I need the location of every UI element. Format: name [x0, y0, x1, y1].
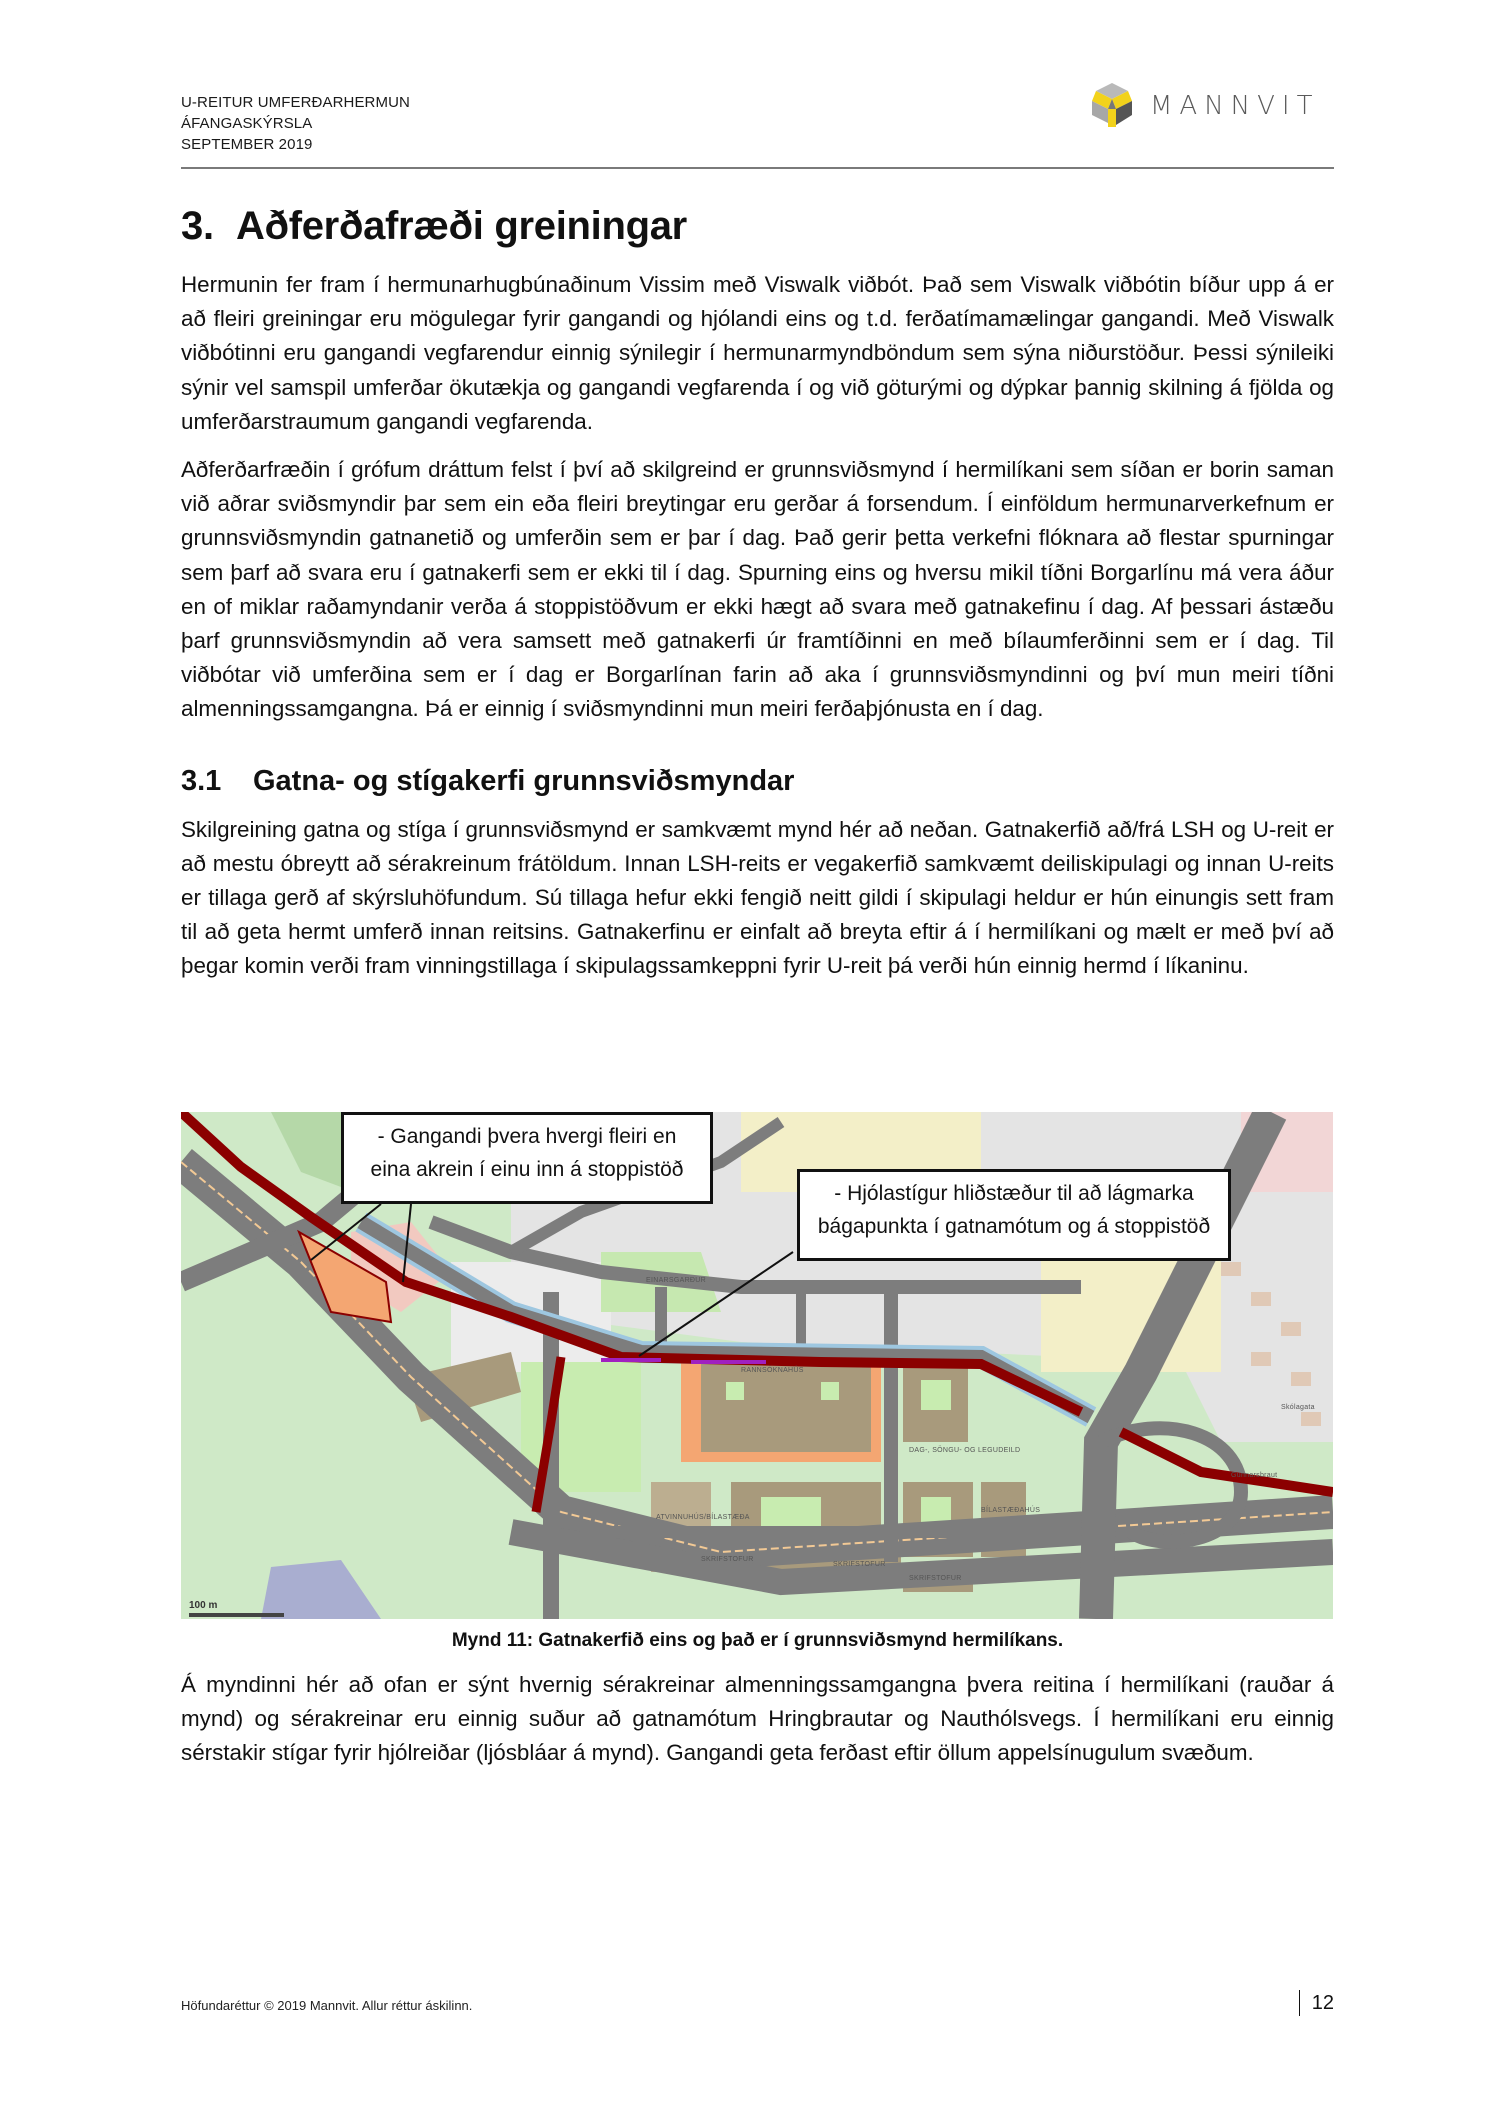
map-label-atvinnuhus: ATVINNUHÚS/BÍLASTÆÐA [656, 1514, 750, 1521]
map-scale [189, 1600, 284, 1617]
subsection-heading [181, 761, 1334, 801]
page-footer [181, 1990, 1334, 2020]
road-network-map [181, 1112, 1333, 1619]
callout-1-line-1: - Gangandi þvera hvergi fleiri en [377, 1125, 677, 1148]
map-label-skolagata: Skólagata [1281, 1404, 1315, 1411]
map-label-einarsgardur: EINARSGARÐUR [646, 1277, 706, 1284]
map-label-gunnarsbraut: Gunnarsbraut [1231, 1472, 1278, 1479]
callout-1-line-2: eina akrein í einu inn á stoppistöð [370, 1158, 684, 1181]
header-report-type: ÁFANGASKÝRSLA [181, 115, 313, 132]
header-divider [181, 167, 1334, 169]
map-label-skrifstofur-2: SKRIFSTOFUR [833, 1561, 886, 1568]
page-header [181, 92, 1334, 168]
subsection-number: 3.1 [181, 764, 222, 797]
subsection-title: Gatna- og stígakerfi grunnsviðsmyndar [253, 764, 795, 797]
section-number: 3. [181, 204, 214, 248]
mannvit-logo [1088, 78, 1328, 134]
copyright-notice: Höfundaréttur © 2019 Mannvit. Allur réttur áskilinn. [181, 1998, 473, 2013]
logo-wordmark: MANNVIT [1150, 91, 1320, 121]
header-project-title: U-REITUR UMFERÐARHERMUN [181, 94, 410, 111]
map-label-skrifstofur-1: SKRIFSTOFUR [701, 1556, 754, 1563]
map-label-skrifstofur-3: SKRIFSTOFUR [909, 1575, 962, 1582]
callout-pedestrian-crossing [341, 1112, 713, 1204]
section-heading [181, 200, 1334, 252]
map-label-dag-deild: DAG-, SÖNGU- OG LEGUDEILD [909, 1447, 1021, 1454]
map-label-bilastaedi: BÍLASTÆÐAHÚS [981, 1507, 1041, 1514]
section-paragraph-2: Aðferðarfræðin í grófum dráttum felst í því að skilgreind er grunnsviðsmynd í hermilíkani sem síðan er borin saman við aðrar sviðsmyndir þar sem ein eða fleiri breytingar eru gerðar á forsendum. Í einföldum hermunarverkefnum er grunnsviðsmyndin gatnanetið og umferðin sem er þar í dag. Það gerir þetta verkefni flóknara að flestar spurningar sem þarf að svara eru í gatnakerfi sem er ekki til í dag. Spurning eins og hversu mikil tíðni Borgarlínu má vera áður en of miklar raðamyndanir verða á stoppistöðvum er ekki hægt að svara með gatnakefinu í dag. Af þessari ástæðu þarf grunnsviðsmyndin að vera samsett með gatnakerfi úr framtíðinni en með bílaumferðinni sem er í dag. Til viðbótar við umferðina sem er í dag er Borgarlínan farin að aka í grunnsviðsmyndinni og því mun meiri tíðni almenningssamgangna. Þá er einnig í sviðsmyndinni mun meiri ferðaþjónusta en í dag. [181, 457, 1334, 722]
section-paragraph-1: Hermunin fer fram í hermunarhugbúnaðinum Vissim með Viswalk viðbót. Það sem Viswalk viðbótin bíður upp á er að fleiri greiningar eru mögulegar fyrir gangandi og hjólandi eins og t.d. ferðatímamælingar gangandi. Með Viswalk viðbótinni eru gangandi vegfarendur einnig sýnilegir í hermunarmyndböndum sem sýna niðurstöður. Þessi sýnileiki sýnir vel samspil umferðar ökutækja og gangandi vegfarenda í og við göturými og dýpkar þannig skilning á fjölda og umferðarstraumum gangandi vegfarenda. [181, 272, 1334, 434]
callout-2-line-1: - Hjólastígur hliðstæður til að lágmarka [834, 1182, 1194, 1205]
callout-bike-path [797, 1169, 1231, 1261]
post-figure-section [181, 1668, 1334, 1785]
scale-label: 100 m [189, 1600, 218, 1611]
mannvit-cube-icon [1088, 81, 1136, 131]
figure-caption: Mynd 11: Gatnakerfið eins og það er í grunnsviðsmynd hermilíkans. [451, 1630, 1064, 1651]
scale-bar [189, 1613, 284, 1617]
main-content [181, 200, 1334, 998]
section-title: Aðferðafræði greiningar [236, 204, 687, 248]
subsection-paragraph: Skilgreining gatna og stíga í grunnsviðsmynd er samkvæmt mynd hér að neðan. Gatnakerfið að/frá LSH og U-reit er að mestu óbreytt að sérakreinum frátöldum. Innan LSH-reits er vegakerfið samkvæmt deiliskipulagi og innan U-reits er tillaga gerð af skýrsluhöfundum. Sú tillaga hefur ekki fengið neitt gildi í skipulagi heldur er hún einungis sett fram til að geta hermt umferð innan reitsins. Gatnakerfinu er einfalt að breyta eftir á í hermilíkani og mælt er með því að þegar komin verði fram vinningstillaga í skipulagssamkeppni fyrir U-reit þá verði hún einnig hermd í líkaninu. [181, 816, 1334, 979]
callout-2-line-2: bágapunkta í gatnamótum og á stoppistöð [817, 1215, 1211, 1238]
header-date: SEPTEMBER 2019 [181, 136, 313, 153]
map-label-rannsoknarhus: RANNSÓKNAHÚS [741, 1367, 804, 1374]
page-number: 12 [1299, 1990, 1334, 2016]
header-meta [181, 92, 410, 155]
post-figure-paragraph: Á myndinni hér að ofan er sýnt hvernig sérakreinar almenningssamgangna þvera reitina í hermilíkani (rauðar á mynd) og sérakreinar eru einnig suður að gatnamótum Hringbrautar og Nauthólsvegs. Í hermilíkani eru einnig sérstakir stígar fyrir hjólreiðar (ljósbláar á mynd). Gangandi geta ferðast eftir öllum appelsínugulum svæðum. [181, 1672, 1334, 1766]
